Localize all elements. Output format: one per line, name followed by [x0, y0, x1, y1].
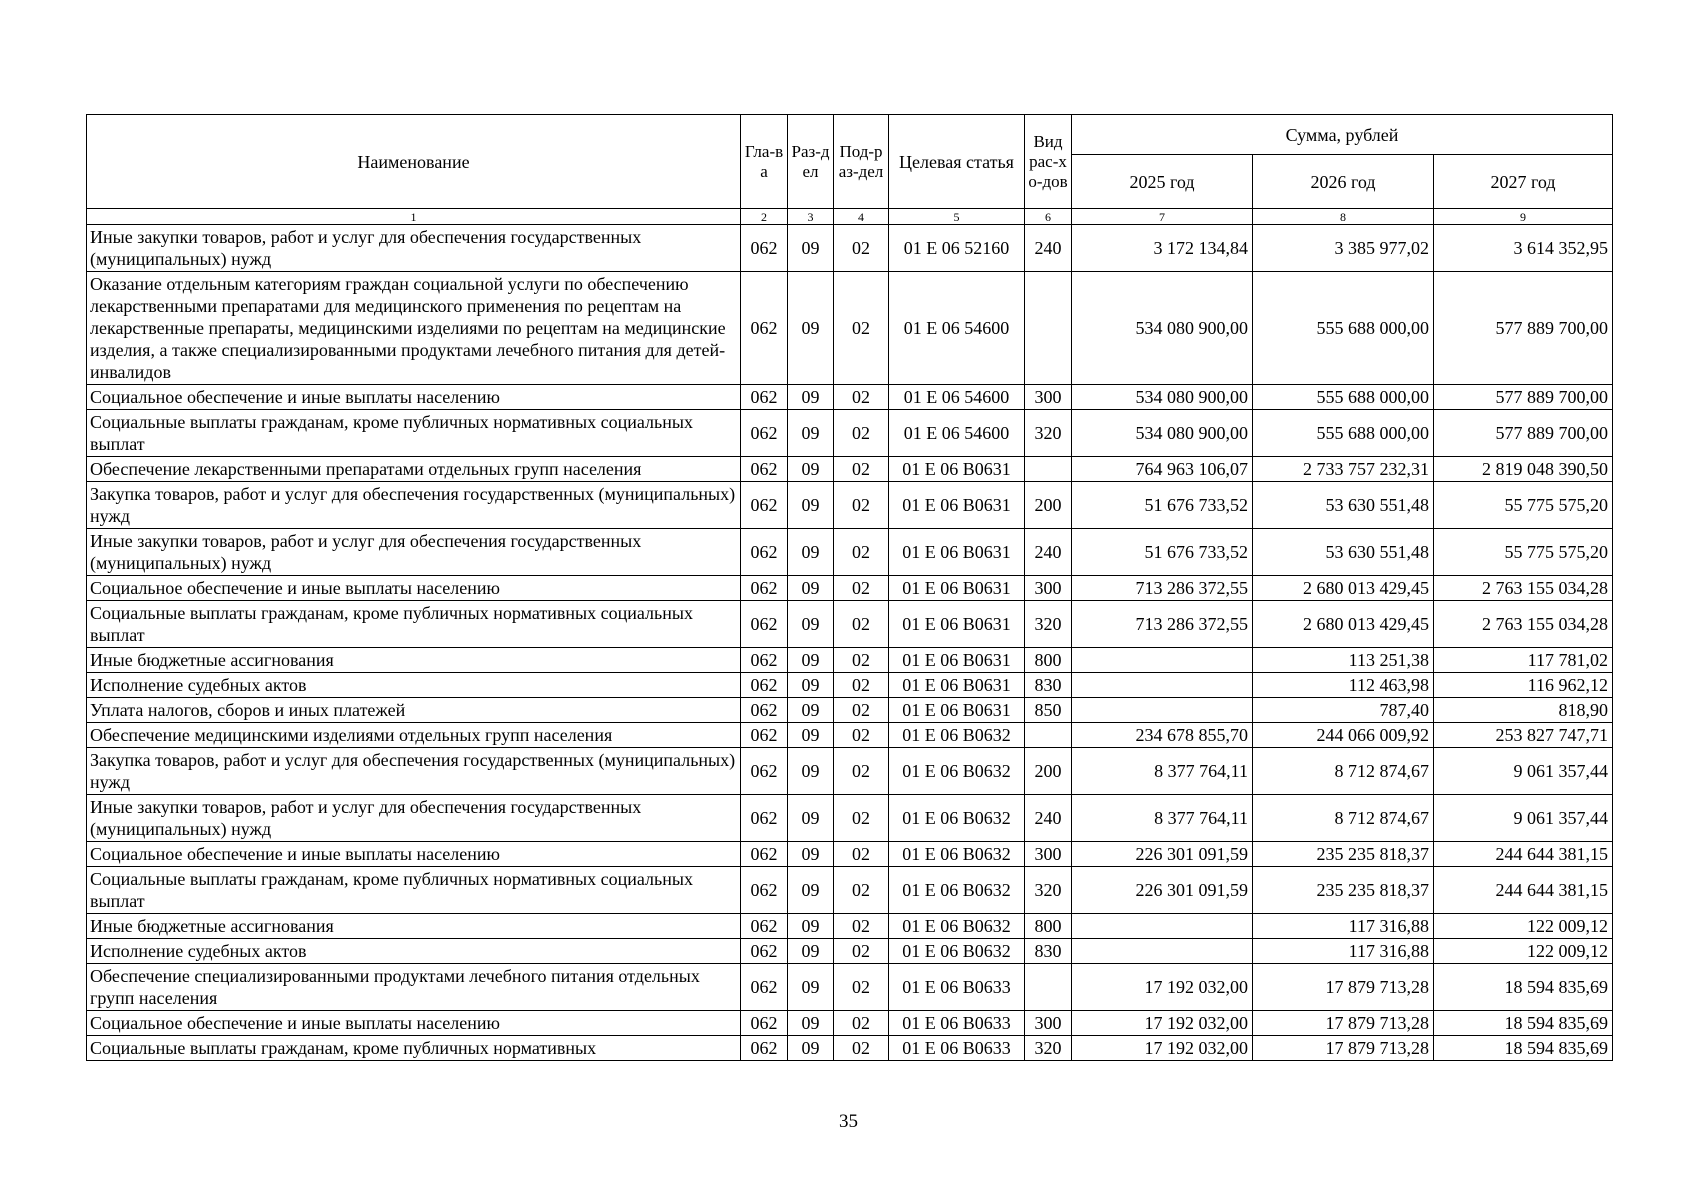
row-sum-2026: 112 463,98	[1253, 673, 1434, 698]
row-expense-type: 200	[1025, 482, 1072, 529]
row-subsection: 02	[834, 673, 889, 698]
row-sum-2026: 2 680 013 429,45	[1253, 576, 1434, 601]
row-sum-2025: 3 172 134,84	[1072, 225, 1253, 272]
table-row	[87, 648, 1613, 673]
table-row	[87, 1011, 1613, 1036]
row-expense-type: 320	[1025, 867, 1072, 914]
row-sum-2026: 555 688 000,00	[1253, 385, 1434, 410]
table-row	[87, 748, 1613, 795]
row-sum-2025: 17 192 032,00	[1072, 964, 1253, 1011]
row-sum-2026: 2 680 013 429,45	[1253, 601, 1434, 648]
column-number: 1	[87, 209, 741, 225]
row-name: Социальные выплаты гражданам, кроме публичных нормативных социальных выплат	[87, 601, 741, 648]
table-row	[87, 385, 1613, 410]
header-year-2025: 2025 год	[1072, 155, 1253, 209]
row-section: 09	[788, 723, 834, 748]
row-sum-2027: 577 889 700,00	[1434, 272, 1613, 385]
row-target: 01 Е 06 В0632	[889, 939, 1025, 964]
row-sum-2027: 122 009,12	[1434, 939, 1613, 964]
row-sum-2025: 226 301 091,59	[1072, 842, 1253, 867]
row-subsection: 02	[834, 964, 889, 1011]
row-expense-type	[1025, 964, 1072, 1011]
row-target: 01 Е 06 В0633	[889, 1036, 1025, 1061]
table-row	[87, 225, 1613, 272]
column-number: 7	[1072, 209, 1253, 225]
row-name: Обеспечение лекарственными препаратами отдельных групп населения	[87, 457, 741, 482]
row-expense-type: 830	[1025, 939, 1072, 964]
row-name: Социальное обеспечение и иные выплаты населению	[87, 1011, 741, 1036]
row-sum-2025	[1072, 648, 1253, 673]
table-row	[87, 529, 1613, 576]
row-sum-2025: 534 080 900,00	[1072, 272, 1253, 385]
row-sum-2025: 8 377 764,11	[1072, 748, 1253, 795]
row-section: 09	[788, 914, 834, 939]
row-target: 01 Е 06 54600	[889, 272, 1025, 385]
row-target: 01 Е 06 В0632	[889, 723, 1025, 748]
row-name: Закупка товаров, работ и услуг для обеспечения государственных (муниципальных) нужд	[87, 482, 741, 529]
row-target: 01 Е 06 В0632	[889, 867, 1025, 914]
row-section: 09	[788, 225, 834, 272]
row-subsection: 02	[834, 1036, 889, 1061]
table-row	[87, 410, 1613, 457]
row-subsection: 02	[834, 482, 889, 529]
row-sum-2026: 555 688 000,00	[1253, 410, 1434, 457]
row-target: 01 Е 06 54600	[889, 410, 1025, 457]
column-number: 8	[1253, 209, 1434, 225]
row-target: 01 Е 06 В0631	[889, 698, 1025, 723]
row-target: 01 Е 06 В0631	[889, 673, 1025, 698]
row-name: Иные закупки товаров, работ и услуг для обеспечения государственных (муниципальных) нужд	[87, 795, 741, 842]
row-subsection: 02	[834, 601, 889, 648]
row-expense-type: 320	[1025, 601, 1072, 648]
row-name: Закупка товаров, работ и услуг для обеспечения государственных (муниципальных) нужд	[87, 748, 741, 795]
column-number: 4	[834, 209, 889, 225]
column-numbers-row	[87, 209, 1613, 225]
row-chapter: 062	[741, 964, 788, 1011]
row-sum-2025: 534 080 900,00	[1072, 385, 1253, 410]
row-section: 09	[788, 457, 834, 482]
row-sum-2025: 8 377 764,11	[1072, 795, 1253, 842]
row-section: 09	[788, 576, 834, 601]
row-sum-2025: 713 286 372,55	[1072, 576, 1253, 601]
row-chapter: 062	[741, 673, 788, 698]
row-target: 01 Е 06 В0631	[889, 576, 1025, 601]
row-target: 01 Е 06 В0632	[889, 795, 1025, 842]
row-sum-2027: 253 827 747,71	[1434, 723, 1613, 748]
row-sum-2026: 8 712 874,67	[1253, 795, 1434, 842]
row-sum-2026: 17 879 713,28	[1253, 964, 1434, 1011]
table-row	[87, 867, 1613, 914]
row-expense-type: 240	[1025, 225, 1072, 272]
row-sum-2025: 51 676 733,52	[1072, 529, 1253, 576]
row-chapter: 062	[741, 576, 788, 601]
row-subsection: 02	[834, 939, 889, 964]
row-sum-2025: 226 301 091,59	[1072, 867, 1253, 914]
row-expense-type: 320	[1025, 1036, 1072, 1061]
header-name: Наименование	[87, 115, 741, 209]
row-sum-2026: 53 630 551,48	[1253, 482, 1434, 529]
row-sum-2026: 8 712 874,67	[1253, 748, 1434, 795]
row-sum-2025: 17 192 032,00	[1072, 1011, 1253, 1036]
row-target: 01 Е 06 В0632	[889, 842, 1025, 867]
row-name: Обеспечение медицинскими изделиями отдельных групп населения	[87, 723, 741, 748]
header-expense-type: Вид рас-хо-дов	[1025, 115, 1072, 209]
row-sum-2025: 51 676 733,52	[1072, 482, 1253, 529]
row-sum-2026: 787,40	[1253, 698, 1434, 723]
row-sum-2027: 18 594 835,69	[1434, 1011, 1613, 1036]
row-subsection: 02	[834, 795, 889, 842]
row-target: 01 Е 06 В0631	[889, 482, 1025, 529]
row-chapter: 062	[741, 482, 788, 529]
row-name: Социальное обеспечение и иные выплаты населению	[87, 842, 741, 867]
row-section: 09	[788, 529, 834, 576]
row-sum-2025	[1072, 698, 1253, 723]
row-sum-2025: 534 080 900,00	[1072, 410, 1253, 457]
row-chapter: 062	[741, 648, 788, 673]
table-row	[87, 723, 1613, 748]
row-chapter: 062	[741, 272, 788, 385]
row-sum-2026: 117 316,88	[1253, 939, 1434, 964]
row-name: Иные закупки товаров, работ и услуг для обеспечения государственных (муниципальных) нужд	[87, 225, 741, 272]
row-section: 09	[788, 410, 834, 457]
row-name: Иные бюджетные ассигнования	[87, 914, 741, 939]
row-section: 09	[788, 842, 834, 867]
row-section: 09	[788, 867, 834, 914]
row-target: 01 Е 06 В0631	[889, 457, 1025, 482]
page-number: 35	[839, 1111, 858, 1132]
table-row	[87, 601, 1613, 648]
row-target: 01 Е 06 В0631	[889, 648, 1025, 673]
row-expense-type: 850	[1025, 698, 1072, 723]
row-chapter: 062	[741, 939, 788, 964]
row-sum-2025	[1072, 914, 1253, 939]
row-sum-2026: 113 251,38	[1253, 648, 1434, 673]
row-name: Оказание отдельным категориям граждан социальной услуги по обеспечению лекарственными препаратами для медицинского применения по рецептам на лекарственные препараты, медицинскими изделиями по рецептам на медицинские изделия, а также специализированными продуктами лечебного питания для детей-инвалидов	[87, 272, 741, 385]
table-row	[87, 457, 1613, 482]
row-target: 01 Е 06 В0631	[889, 601, 1025, 648]
row-sum-2027: 2 819 048 390,50	[1434, 457, 1613, 482]
row-sum-2025: 234 678 855,70	[1072, 723, 1253, 748]
row-chapter: 062	[741, 842, 788, 867]
row-target: 01 Е 06 В0633	[889, 964, 1025, 1011]
row-chapter: 062	[741, 914, 788, 939]
row-expense-type	[1025, 272, 1072, 385]
row-chapter: 062	[741, 225, 788, 272]
row-expense-type: 800	[1025, 648, 1072, 673]
header-subsection: Под-раз-дел	[834, 115, 889, 209]
row-subsection: 02	[834, 698, 889, 723]
row-subsection: 02	[834, 272, 889, 385]
table-row	[87, 482, 1613, 529]
row-sum-2025: 764 963 106,07	[1072, 457, 1253, 482]
row-section: 09	[788, 939, 834, 964]
row-expense-type: 300	[1025, 576, 1072, 601]
row-subsection: 02	[834, 410, 889, 457]
row-section: 09	[788, 385, 834, 410]
row-sum-2027: 577 889 700,00	[1434, 410, 1613, 457]
row-expense-type: 240	[1025, 529, 1072, 576]
row-section: 09	[788, 648, 834, 673]
row-target: 01 Е 06 В0633	[889, 1011, 1025, 1036]
row-target: 01 Е 06 В0632	[889, 914, 1025, 939]
row-chapter: 062	[741, 867, 788, 914]
row-chapter: 062	[741, 748, 788, 795]
row-sum-2027: 55 775 575,20	[1434, 482, 1613, 529]
row-name: Уплата налогов, сборов и иных платежей	[87, 698, 741, 723]
row-sum-2025	[1072, 673, 1253, 698]
row-section: 09	[788, 748, 834, 795]
row-chapter: 062	[741, 410, 788, 457]
column-number: 6	[1025, 209, 1072, 225]
row-sum-2027: 244 644 381,15	[1434, 867, 1613, 914]
row-chapter: 062	[741, 698, 788, 723]
row-chapter: 062	[741, 601, 788, 648]
row-name: Обеспечение специализированными продуктами лечебного питания отдельных групп населения	[87, 964, 741, 1011]
row-name: Социальное обеспечение и иные выплаты населению	[87, 385, 741, 410]
row-sum-2026: 244 066 009,92	[1253, 723, 1434, 748]
row-subsection: 02	[834, 914, 889, 939]
row-sum-2027: 18 594 835,69	[1434, 1036, 1613, 1061]
row-chapter: 062	[741, 457, 788, 482]
row-name: Исполнение судебных актов	[87, 939, 741, 964]
row-section: 09	[788, 601, 834, 648]
header-chapter: Гла-ва	[741, 115, 788, 209]
row-sum-2026: 235 235 818,37	[1253, 867, 1434, 914]
row-sum-2027: 9 061 357,44	[1434, 795, 1613, 842]
budget-table	[86, 114, 1613, 1061]
header-sum: Сумма, рублей	[1072, 115, 1613, 155]
row-name: Иные закупки товаров, работ и услуг для обеспечения государственных (муниципальных) нужд	[87, 529, 741, 576]
table-row	[87, 964, 1613, 1011]
row-section: 09	[788, 698, 834, 723]
row-subsection: 02	[834, 225, 889, 272]
row-name: Социальные выплаты гражданам, кроме публичных нормативных социальных выплат	[87, 867, 741, 914]
row-name: Иные бюджетные ассигнования	[87, 648, 741, 673]
row-section: 09	[788, 272, 834, 385]
row-expense-type: 200	[1025, 748, 1072, 795]
row-chapter: 062	[741, 529, 788, 576]
row-expense-type: 800	[1025, 914, 1072, 939]
row-section: 09	[788, 795, 834, 842]
table-row	[87, 673, 1613, 698]
row-sum-2027: 244 644 381,15	[1434, 842, 1613, 867]
row-sum-2027: 9 061 357,44	[1434, 748, 1613, 795]
header-year-2026: 2026 год	[1253, 155, 1434, 209]
row-section: 09	[788, 1036, 834, 1061]
row-name: Социальное обеспечение и иные выплаты населению	[87, 576, 741, 601]
row-expense-type: 300	[1025, 385, 1072, 410]
row-target: 01 Е 06 В0631	[889, 529, 1025, 576]
column-number: 9	[1434, 209, 1613, 225]
row-subsection: 02	[834, 529, 889, 576]
row-sum-2027: 55 775 575,20	[1434, 529, 1613, 576]
row-expense-type: 830	[1025, 673, 1072, 698]
row-chapter: 062	[741, 1011, 788, 1036]
row-subsection: 02	[834, 1011, 889, 1036]
row-sum-2026: 117 316,88	[1253, 914, 1434, 939]
row-expense-type	[1025, 457, 1072, 482]
table-row	[87, 576, 1613, 601]
table-row	[87, 272, 1613, 385]
row-sum-2027: 18 594 835,69	[1434, 964, 1613, 1011]
header-year-2027: 2027 год	[1434, 155, 1613, 209]
row-sum-2026: 53 630 551,48	[1253, 529, 1434, 576]
row-subsection: 02	[834, 576, 889, 601]
column-number: 3	[788, 209, 834, 225]
row-section: 09	[788, 964, 834, 1011]
row-name: Исполнение судебных актов	[87, 673, 741, 698]
row-section: 09	[788, 1011, 834, 1036]
table-row	[87, 842, 1613, 867]
row-target: 01 Е 06 В0632	[889, 748, 1025, 795]
table-row	[87, 795, 1613, 842]
row-sum-2025	[1072, 939, 1253, 964]
row-expense-type	[1025, 723, 1072, 748]
column-number: 5	[889, 209, 1025, 225]
row-sum-2027: 2 763 155 034,28	[1434, 576, 1613, 601]
column-number: 2	[741, 209, 788, 225]
row-subsection: 02	[834, 648, 889, 673]
row-name: Социальные выплаты гражданам, кроме публичных нормативных социальных выплат	[87, 410, 741, 457]
row-subsection: 02	[834, 385, 889, 410]
row-sum-2026: 17 879 713,28	[1253, 1011, 1434, 1036]
header-section: Раз-дел	[788, 115, 834, 209]
row-sum-2026: 2 733 757 232,31	[1253, 457, 1434, 482]
row-chapter: 062	[741, 385, 788, 410]
table-row	[87, 698, 1613, 723]
row-sum-2027: 117 781,02	[1434, 648, 1613, 673]
row-target: 01 Е 06 54600	[889, 385, 1025, 410]
row-expense-type: 300	[1025, 842, 1072, 867]
row-sum-2027: 122 009,12	[1434, 914, 1613, 939]
row-sum-2027: 577 889 700,00	[1434, 385, 1613, 410]
row-sum-2026: 17 879 713,28	[1253, 1036, 1434, 1061]
row-sum-2027: 2 763 155 034,28	[1434, 601, 1613, 648]
header-target: Целевая статья	[889, 115, 1025, 209]
table-row	[87, 939, 1613, 964]
row-subsection: 02	[834, 867, 889, 914]
row-sum-2027: 3 614 352,95	[1434, 225, 1613, 272]
table-row	[87, 914, 1613, 939]
row-subsection: 02	[834, 748, 889, 795]
row-expense-type: 300	[1025, 1011, 1072, 1036]
row-sum-2025: 713 286 372,55	[1072, 601, 1253, 648]
row-target: 01 Е 06 52160	[889, 225, 1025, 272]
row-subsection: 02	[834, 457, 889, 482]
row-sum-2026: 3 385 977,02	[1253, 225, 1434, 272]
row-section: 09	[788, 482, 834, 529]
row-chapter: 062	[741, 723, 788, 748]
row-name: Социальные выплаты гражданам, кроме публичных нормативных	[87, 1036, 741, 1061]
row-sum-2026: 555 688 000,00	[1253, 272, 1434, 385]
row-sum-2027: 818,90	[1434, 698, 1613, 723]
row-section: 09	[788, 673, 834, 698]
row-sum-2026: 235 235 818,37	[1253, 842, 1434, 867]
row-expense-type: 320	[1025, 410, 1072, 457]
row-expense-type: 240	[1025, 795, 1072, 842]
table-body	[87, 225, 1613, 1061]
row-chapter: 062	[741, 795, 788, 842]
row-subsection: 02	[834, 842, 889, 867]
table-row	[87, 1036, 1613, 1061]
row-sum-2025: 17 192 032,00	[1072, 1036, 1253, 1061]
row-chapter: 062	[741, 1036, 788, 1061]
row-sum-2027: 116 962,12	[1434, 673, 1613, 698]
row-subsection: 02	[834, 723, 889, 748]
